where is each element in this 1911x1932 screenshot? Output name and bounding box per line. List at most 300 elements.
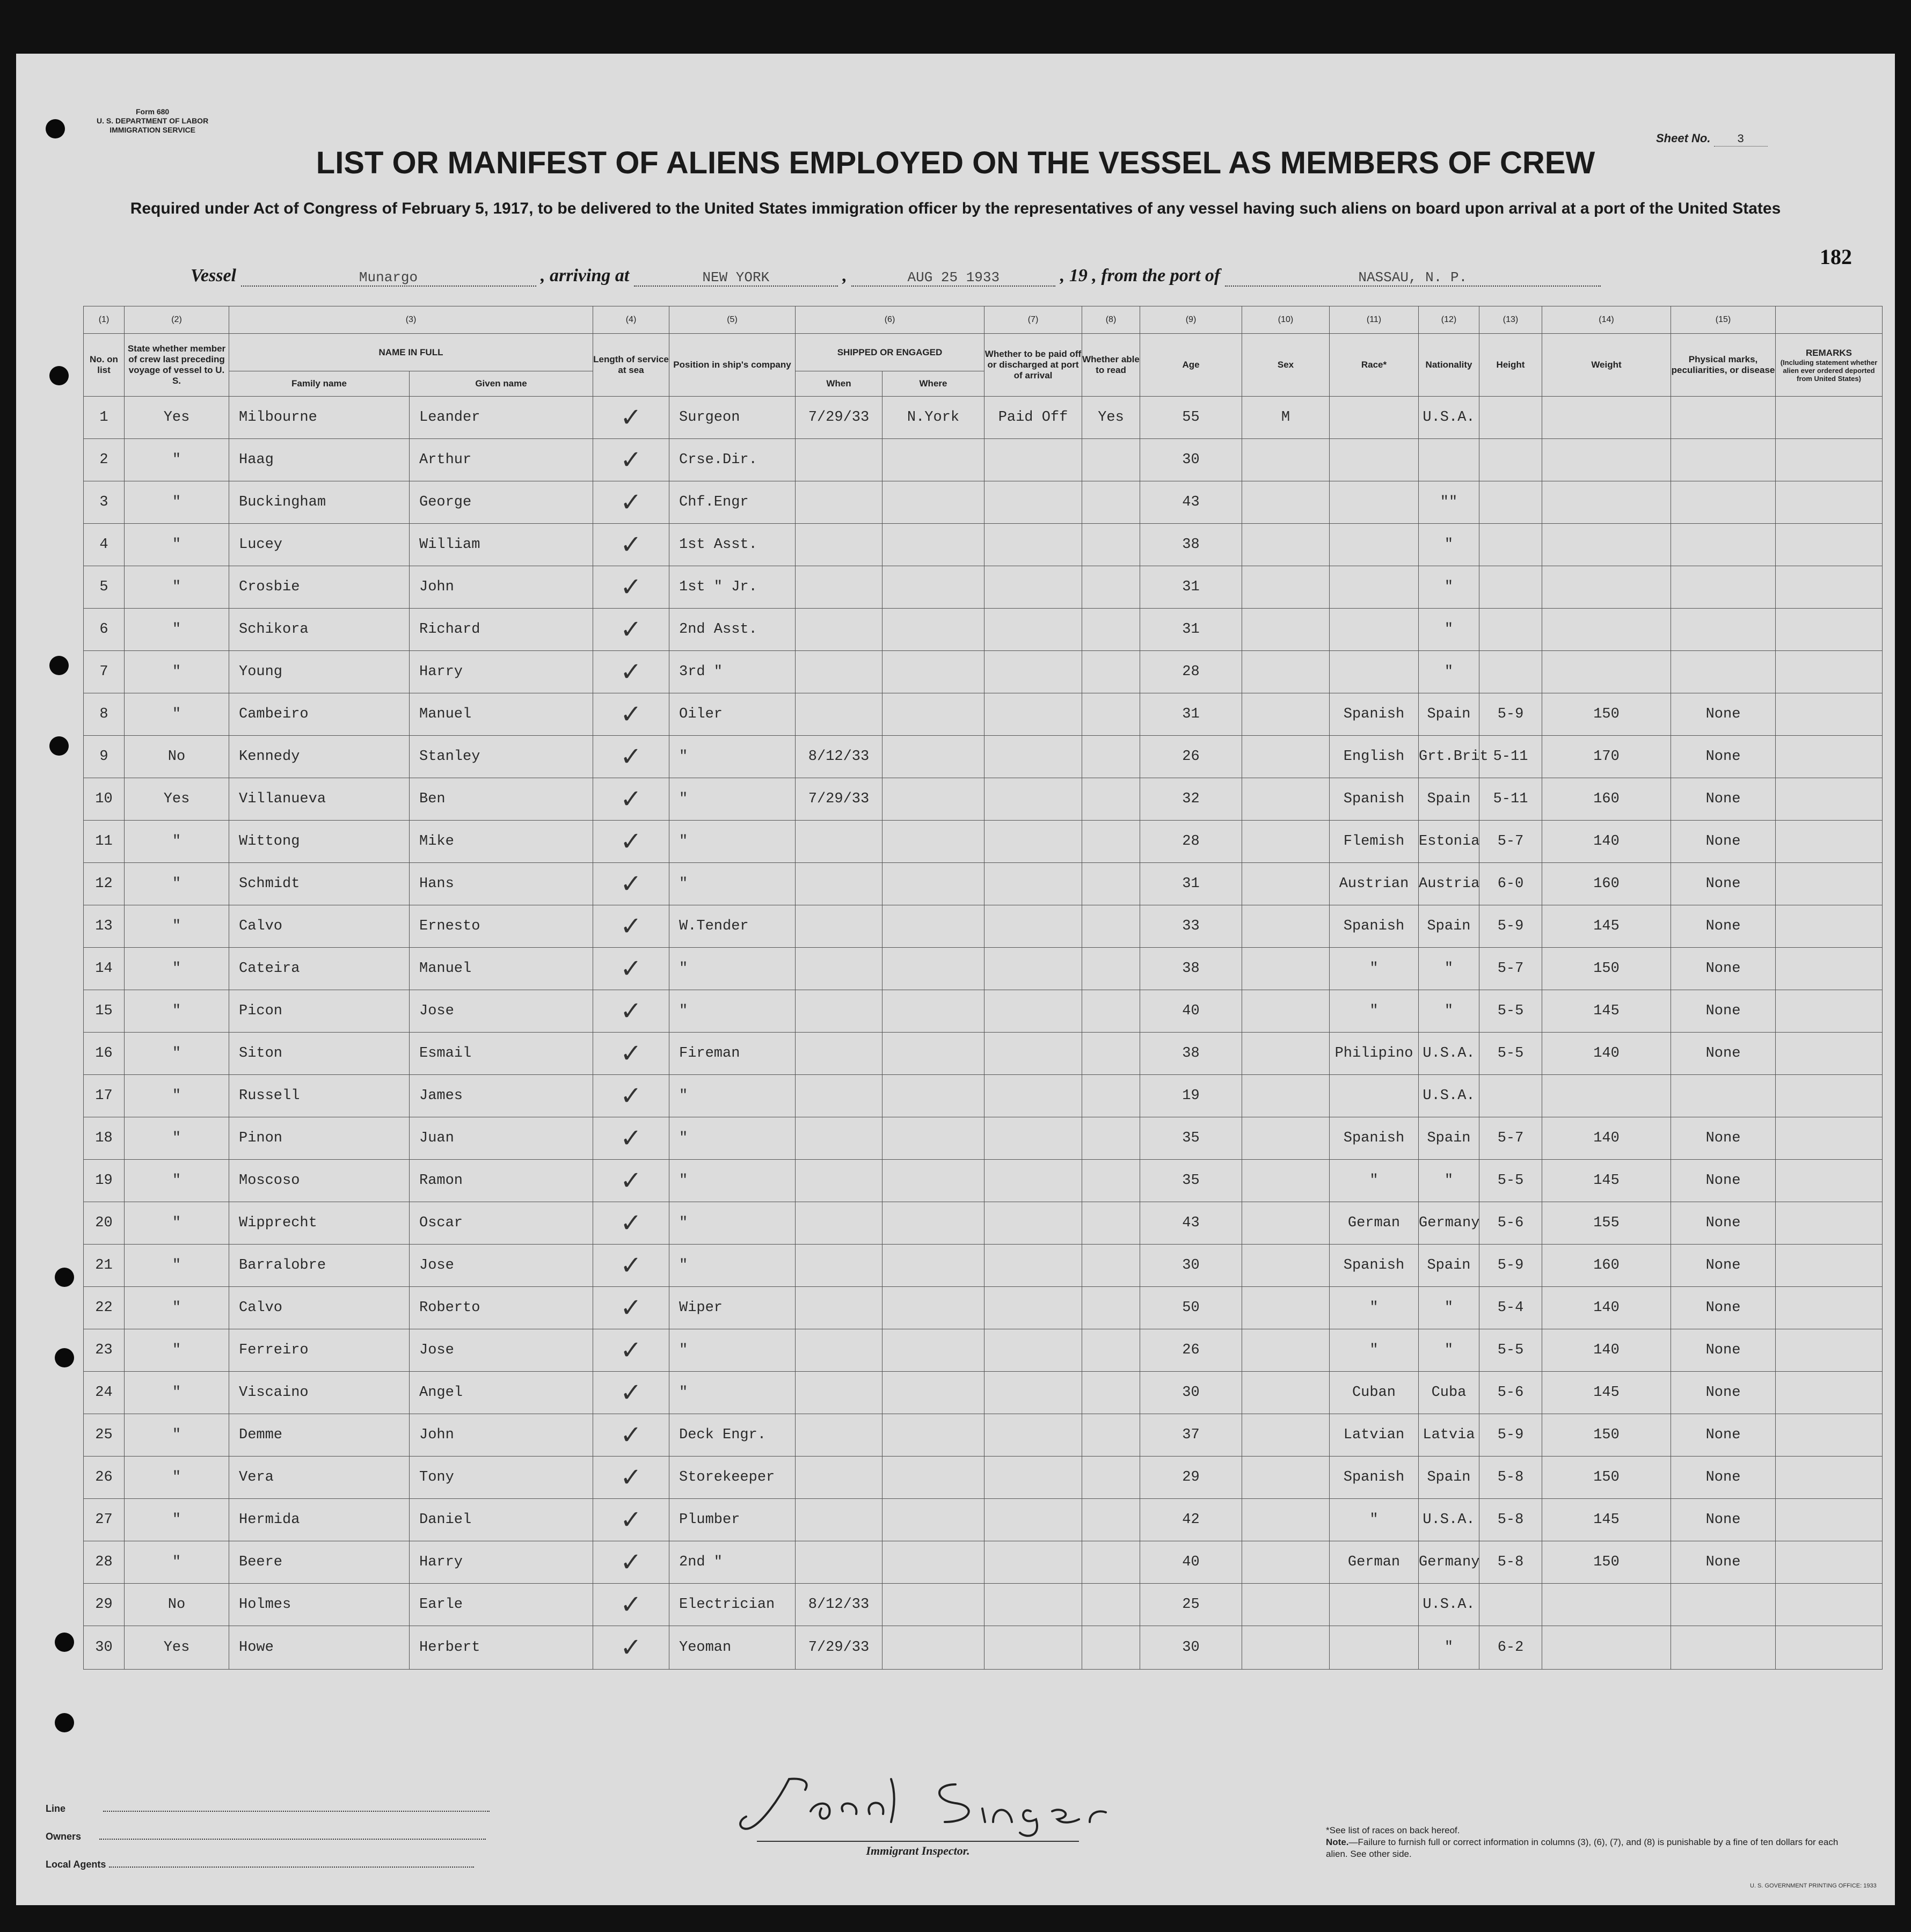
shipped-where — [882, 566, 984, 609]
nationality: Germany — [1419, 1541, 1479, 1584]
remarks-subtitle: (Including statement whether alien ever ordered deported from United States) — [1780, 358, 1878, 383]
family-name: Beere — [229, 1541, 410, 1584]
nationality: Estonia — [1419, 821, 1479, 863]
family-name: Holmes — [229, 1584, 410, 1626]
sex — [1242, 693, 1330, 736]
remarks — [1776, 1117, 1883, 1160]
race — [1330, 481, 1419, 524]
service-check: ✓ — [593, 821, 669, 863]
physical-marks: None — [1671, 1541, 1776, 1584]
department-name: U. S. DEPARTMENT OF LABOR — [97, 116, 209, 125]
vessel-label: Vessel — [191, 266, 236, 286]
weight: 145 — [1542, 905, 1671, 948]
binder-hole — [49, 656, 69, 675]
able-read — [1082, 905, 1140, 948]
age: 28 — [1140, 821, 1242, 863]
physical-marks — [1671, 1584, 1776, 1626]
binder-hole — [55, 1713, 74, 1732]
age: 19 — [1140, 1075, 1242, 1117]
family-name: Crosbie — [229, 566, 410, 609]
paid-off — [984, 778, 1082, 821]
shipped-when — [796, 1499, 882, 1541]
weight: 140 — [1542, 1329, 1671, 1372]
position: 3rd " — [669, 651, 796, 693]
shipped-where — [882, 1075, 984, 1117]
paid-off — [984, 1499, 1082, 1541]
colnum-15: (15) — [1671, 306, 1776, 334]
table-row — [84, 778, 1883, 821]
table-row — [84, 1414, 1883, 1457]
position: 1st Asst. — [669, 524, 796, 566]
paid-off — [984, 1584, 1082, 1626]
shipped-where — [882, 1202, 984, 1245]
age: 28 — [1140, 651, 1242, 693]
colnum-7: (7) — [984, 306, 1082, 334]
given-name: John — [410, 1414, 593, 1457]
row-number: 2 — [84, 439, 125, 481]
table-row — [84, 1584, 1883, 1626]
physical-marks: None — [1671, 863, 1776, 905]
colnum-6: (6) — [796, 306, 984, 334]
paid-off — [984, 1372, 1082, 1414]
shipped-when — [796, 821, 882, 863]
remarks — [1776, 524, 1883, 566]
shipped-where — [882, 1372, 984, 1414]
height — [1479, 1075, 1542, 1117]
header-able-read: Whether able to read — [1082, 334, 1140, 397]
shipped-when: 8/12/33 — [796, 1584, 882, 1626]
shipped-where — [882, 481, 984, 524]
given-name: James — [410, 1075, 593, 1117]
nationality: " — [1419, 948, 1479, 990]
race: " — [1330, 1329, 1419, 1372]
shipped-when — [796, 905, 882, 948]
colnum-5: (5) — [669, 306, 796, 334]
colnum-10: (10) — [1242, 306, 1330, 334]
given-name: Arthur — [410, 439, 593, 481]
sex — [1242, 1499, 1330, 1541]
remarks — [1776, 1584, 1883, 1626]
colnum-remarks — [1776, 306, 1883, 334]
row-number: 18 — [84, 1117, 125, 1160]
sex — [1242, 1414, 1330, 1457]
colnum-2: (2) — [125, 306, 229, 334]
member-previous: " — [125, 693, 229, 736]
position: " — [669, 1329, 796, 1372]
member-previous: " — [125, 1329, 229, 1372]
service-check: ✓ — [593, 1329, 669, 1372]
height: 5-9 — [1479, 693, 1542, 736]
row-number: 22 — [84, 1287, 125, 1329]
shipped-when — [796, 1457, 882, 1499]
agents-field — [46, 1859, 474, 1870]
colnum-11: (11) — [1330, 306, 1419, 334]
remarks — [1776, 1372, 1883, 1414]
physical-marks — [1671, 481, 1776, 524]
header-paid-off: Whether to be paid off or discharged at port of arrival — [984, 334, 1082, 397]
able-read — [1082, 736, 1140, 778]
shipped-where — [882, 1329, 984, 1372]
service-check: ✓ — [593, 524, 669, 566]
shipped-when — [796, 1117, 882, 1160]
height: 5-8 — [1479, 1499, 1542, 1541]
remarks — [1776, 1033, 1883, 1075]
family-name: Picon — [229, 990, 410, 1033]
service-check: ✓ — [593, 990, 669, 1033]
document-title: LIST OR MANIFEST OF ALIENS EMPLOYED ON THE VESSEL AS MEMBERS OF CREW — [316, 145, 1595, 180]
weight: 140 — [1542, 1117, 1671, 1160]
sheet-number — [1656, 131, 1768, 147]
line-label: Line — [46, 1803, 66, 1814]
remarks — [1776, 905, 1883, 948]
shipped-when — [796, 1033, 882, 1075]
family-name: Schikora — [229, 609, 410, 651]
header-remarks — [1776, 334, 1883, 397]
physical-marks: None — [1671, 1160, 1776, 1202]
able-read — [1082, 1499, 1140, 1541]
printing-office: U. S. GOVERNMENT PRINTING OFFICE: 1933 — [1750, 1883, 1877, 1889]
remarks — [1776, 821, 1883, 863]
member-previous: " — [125, 1033, 229, 1075]
height: 5-11 — [1479, 778, 1542, 821]
member-previous: " — [125, 1075, 229, 1117]
able-read — [1082, 1033, 1140, 1075]
nationality: "" — [1419, 481, 1479, 524]
race-note: *See list of races on back hereof. — [1326, 1825, 1460, 1835]
family-name: Buckingham — [229, 481, 410, 524]
given-name: Richard — [410, 609, 593, 651]
remarks — [1776, 1287, 1883, 1329]
member-previous: " — [125, 1287, 229, 1329]
service-check: ✓ — [593, 1626, 669, 1670]
service-check: ✓ — [593, 736, 669, 778]
given-name: Jose — [410, 1329, 593, 1372]
weight: 140 — [1542, 821, 1671, 863]
nationality: " — [1419, 651, 1479, 693]
header-sex: Sex — [1242, 334, 1330, 397]
weight: 150 — [1542, 1414, 1671, 1457]
height: 5-8 — [1479, 1457, 1542, 1499]
given-name: Ben — [410, 778, 593, 821]
header-given-name: Given name — [410, 371, 593, 397]
row-number: 24 — [84, 1372, 125, 1414]
physical-marks: None — [1671, 693, 1776, 736]
sex — [1242, 524, 1330, 566]
physical-marks: None — [1671, 1414, 1776, 1457]
shipped-where — [882, 905, 984, 948]
race — [1330, 1626, 1419, 1670]
weight: 145 — [1542, 1160, 1671, 1202]
weight — [1542, 1075, 1671, 1117]
shipped-when: 8/12/33 — [796, 736, 882, 778]
paid-off — [984, 1202, 1082, 1245]
remarks — [1776, 1202, 1883, 1245]
nationality: Spain — [1419, 693, 1479, 736]
weight: 140 — [1542, 1033, 1671, 1075]
column-number-row — [84, 306, 1883, 334]
member-previous: " — [125, 1499, 229, 1541]
physical-marks: None — [1671, 1372, 1776, 1414]
able-read — [1082, 1075, 1140, 1117]
given-name: Stanley — [410, 736, 593, 778]
member-previous: " — [125, 948, 229, 990]
shipped-where — [882, 1584, 984, 1626]
able-read — [1082, 990, 1140, 1033]
paid-off — [984, 1541, 1082, 1584]
height: 5-5 — [1479, 1329, 1542, 1372]
sex — [1242, 609, 1330, 651]
table-row — [84, 1033, 1883, 1075]
position: 2nd Asst. — [669, 609, 796, 651]
service-check: ✓ — [593, 778, 669, 821]
year-label: , 19 — [1060, 266, 1088, 286]
weight — [1542, 566, 1671, 609]
form-info — [97, 107, 208, 135]
header-position: Position in ship's company — [669, 334, 796, 397]
height — [1479, 566, 1542, 609]
age: 31 — [1140, 693, 1242, 736]
shipped-where — [882, 821, 984, 863]
shipped-where — [882, 1160, 984, 1202]
row-number: 27 — [84, 1499, 125, 1541]
position: " — [669, 948, 796, 990]
service-check: ✓ — [593, 1457, 669, 1499]
member-previous: " — [125, 821, 229, 863]
row-number: 5 — [84, 566, 125, 609]
sex — [1242, 1075, 1330, 1117]
able-read — [1082, 1117, 1140, 1160]
header-length-service: Length of service at sea — [593, 334, 669, 397]
position: " — [669, 1202, 796, 1245]
paid-off — [984, 651, 1082, 693]
age: 30 — [1140, 1626, 1242, 1670]
shipped-when — [796, 863, 882, 905]
given-name: Roberto — [410, 1287, 593, 1329]
height: 5-6 — [1479, 1202, 1542, 1245]
height — [1479, 481, 1542, 524]
weight: 150 — [1542, 693, 1671, 736]
weight — [1542, 1626, 1671, 1670]
crew-table — [83, 306, 1883, 1670]
binder-hole — [55, 1348, 74, 1367]
table-row — [84, 1457, 1883, 1499]
given-name: George — [410, 481, 593, 524]
weight — [1542, 439, 1671, 481]
race — [1330, 1584, 1419, 1626]
table-row — [84, 905, 1883, 948]
paid-off — [984, 566, 1082, 609]
given-name: Angel — [410, 1372, 593, 1414]
table-row — [84, 524, 1883, 566]
shipped-where — [882, 1626, 984, 1670]
height: 6-2 — [1479, 1626, 1542, 1670]
given-name: Leander — [410, 397, 593, 439]
nationality: Grt.Brit — [1419, 736, 1479, 778]
race: Spanish — [1330, 1457, 1419, 1499]
nationality: Cuba — [1419, 1372, 1479, 1414]
row-number: 28 — [84, 1541, 125, 1584]
race: " — [1330, 1499, 1419, 1541]
age: 40 — [1140, 990, 1242, 1033]
weight: 145 — [1542, 1499, 1671, 1541]
able-read — [1082, 1160, 1140, 1202]
shipped-when — [796, 1245, 882, 1287]
member-previous: Yes — [125, 397, 229, 439]
binder-hole — [49, 366, 69, 385]
height: 5-9 — [1479, 1414, 1542, 1457]
position: " — [669, 990, 796, 1033]
able-read — [1082, 693, 1140, 736]
shipped-when — [796, 566, 882, 609]
table-row — [84, 1202, 1883, 1245]
manifest-page — [16, 54, 1895, 1905]
sex — [1242, 481, 1330, 524]
service-check: ✓ — [593, 1202, 669, 1245]
given-name: Jose — [410, 1245, 593, 1287]
member-previous: " — [125, 566, 229, 609]
family-name: Pinon — [229, 1117, 410, 1160]
member-previous: " — [125, 439, 229, 481]
paid-off — [984, 736, 1082, 778]
height — [1479, 397, 1542, 439]
service-check: ✓ — [593, 693, 669, 736]
physical-marks: None — [1671, 1329, 1776, 1372]
age: 38 — [1140, 1033, 1242, 1075]
row-number: 1 — [84, 397, 125, 439]
position: " — [669, 821, 796, 863]
shipped-where — [882, 1457, 984, 1499]
position: " — [669, 1160, 796, 1202]
physical-marks — [1671, 651, 1776, 693]
header-shipped-engaged: SHIPPED OR ENGAGED — [796, 334, 984, 371]
table-row — [84, 566, 1883, 609]
member-previous: " — [125, 1245, 229, 1287]
inspector-label: Immigrant Inspector. — [757, 1841, 1079, 1858]
family-name: Demme — [229, 1414, 410, 1457]
remarks — [1776, 609, 1883, 651]
race: " — [1330, 1160, 1419, 1202]
age: 37 — [1140, 1414, 1242, 1457]
paid-off — [984, 1414, 1082, 1457]
member-previous: " — [125, 905, 229, 948]
race: " — [1330, 948, 1419, 990]
shipped-where — [882, 609, 984, 651]
binder-hole — [49, 736, 69, 756]
header-no-on-list: No. on list — [84, 334, 125, 397]
race: Flemish — [1330, 821, 1419, 863]
position: Surgeon — [669, 397, 796, 439]
agents-label: Local Agents — [46, 1859, 106, 1870]
weight: 160 — [1542, 778, 1671, 821]
weight — [1542, 524, 1671, 566]
sheet-value: 3 — [1714, 133, 1768, 147]
shipped-where: N.York — [882, 397, 984, 439]
race — [1330, 397, 1419, 439]
nationality: " — [1419, 609, 1479, 651]
sex — [1242, 948, 1330, 990]
arriving-port: NEW YORK — [634, 269, 838, 287]
service-check: ✓ — [593, 481, 669, 524]
able-read: Yes — [1082, 397, 1140, 439]
race: Austrian — [1330, 863, 1419, 905]
remarks — [1776, 1499, 1883, 1541]
age: 43 — [1140, 1202, 1242, 1245]
family-name: Cambeiro — [229, 693, 410, 736]
shipped-where — [882, 1117, 984, 1160]
form-number: Form 680 — [135, 107, 170, 116]
age: 55 — [1140, 397, 1242, 439]
position: Chf.Engr — [669, 481, 796, 524]
shipped-when: 7/29/33 — [796, 1626, 882, 1670]
sex — [1242, 736, 1330, 778]
paid-off — [984, 1117, 1082, 1160]
height: 5-7 — [1479, 821, 1542, 863]
row-number: 23 — [84, 1329, 125, 1372]
race: English — [1330, 736, 1419, 778]
able-read — [1082, 778, 1140, 821]
header-family-name: Family name — [229, 371, 410, 397]
able-read — [1082, 1329, 1140, 1372]
row-number: 20 — [84, 1202, 125, 1245]
paid-off — [984, 990, 1082, 1033]
paid-off — [984, 524, 1082, 566]
age: 33 — [1140, 905, 1242, 948]
shipped-when — [796, 481, 882, 524]
race: Spanish — [1330, 693, 1419, 736]
member-previous: " — [125, 863, 229, 905]
given-name: Daniel — [410, 1499, 593, 1541]
age: 30 — [1140, 1245, 1242, 1287]
given-name: Oscar — [410, 1202, 593, 1245]
shipped-when — [796, 693, 882, 736]
header-nationality: Nationality — [1419, 334, 1479, 397]
position: Wiper — [669, 1287, 796, 1329]
remarks — [1776, 1075, 1883, 1117]
nationality: U.S.A. — [1419, 1499, 1479, 1541]
table-row — [84, 1329, 1883, 1372]
service-check: ✓ — [593, 1499, 669, 1541]
physical-marks: None — [1671, 736, 1776, 778]
sex — [1242, 1372, 1330, 1414]
header-member-previous: State whether member of crew last preceding voyage of vessel to U. S. — [125, 334, 229, 397]
race: " — [1330, 1287, 1419, 1329]
service-check: ✓ — [593, 1372, 669, 1414]
able-read — [1082, 1372, 1140, 1414]
sex — [1242, 1329, 1330, 1372]
family-name: Kennedy — [229, 736, 410, 778]
member-previous: " — [125, 651, 229, 693]
table-row — [84, 693, 1883, 736]
race — [1330, 1075, 1419, 1117]
note-text: —Failure to furnish full or correct information in columns (3), (6), (7), and (8) is punishable by a fine of ten dollars for each alien. See other side. — [1326, 1837, 1839, 1859]
table-row — [84, 1541, 1883, 1584]
sex — [1242, 1160, 1330, 1202]
service-check: ✓ — [593, 1414, 669, 1457]
physical-marks: None — [1671, 778, 1776, 821]
nationality: U.S.A. — [1419, 1584, 1479, 1626]
row-number: 6 — [84, 609, 125, 651]
service-check: ✓ — [593, 905, 669, 948]
nationality: Spain — [1419, 1245, 1479, 1287]
sex — [1242, 1033, 1330, 1075]
given-name: Juan — [410, 1117, 593, 1160]
member-previous: " — [125, 524, 229, 566]
remarks — [1776, 651, 1883, 693]
row-number: 29 — [84, 1584, 125, 1626]
shipped-when — [796, 1414, 882, 1457]
sex — [1242, 1541, 1330, 1584]
height — [1479, 1584, 1542, 1626]
